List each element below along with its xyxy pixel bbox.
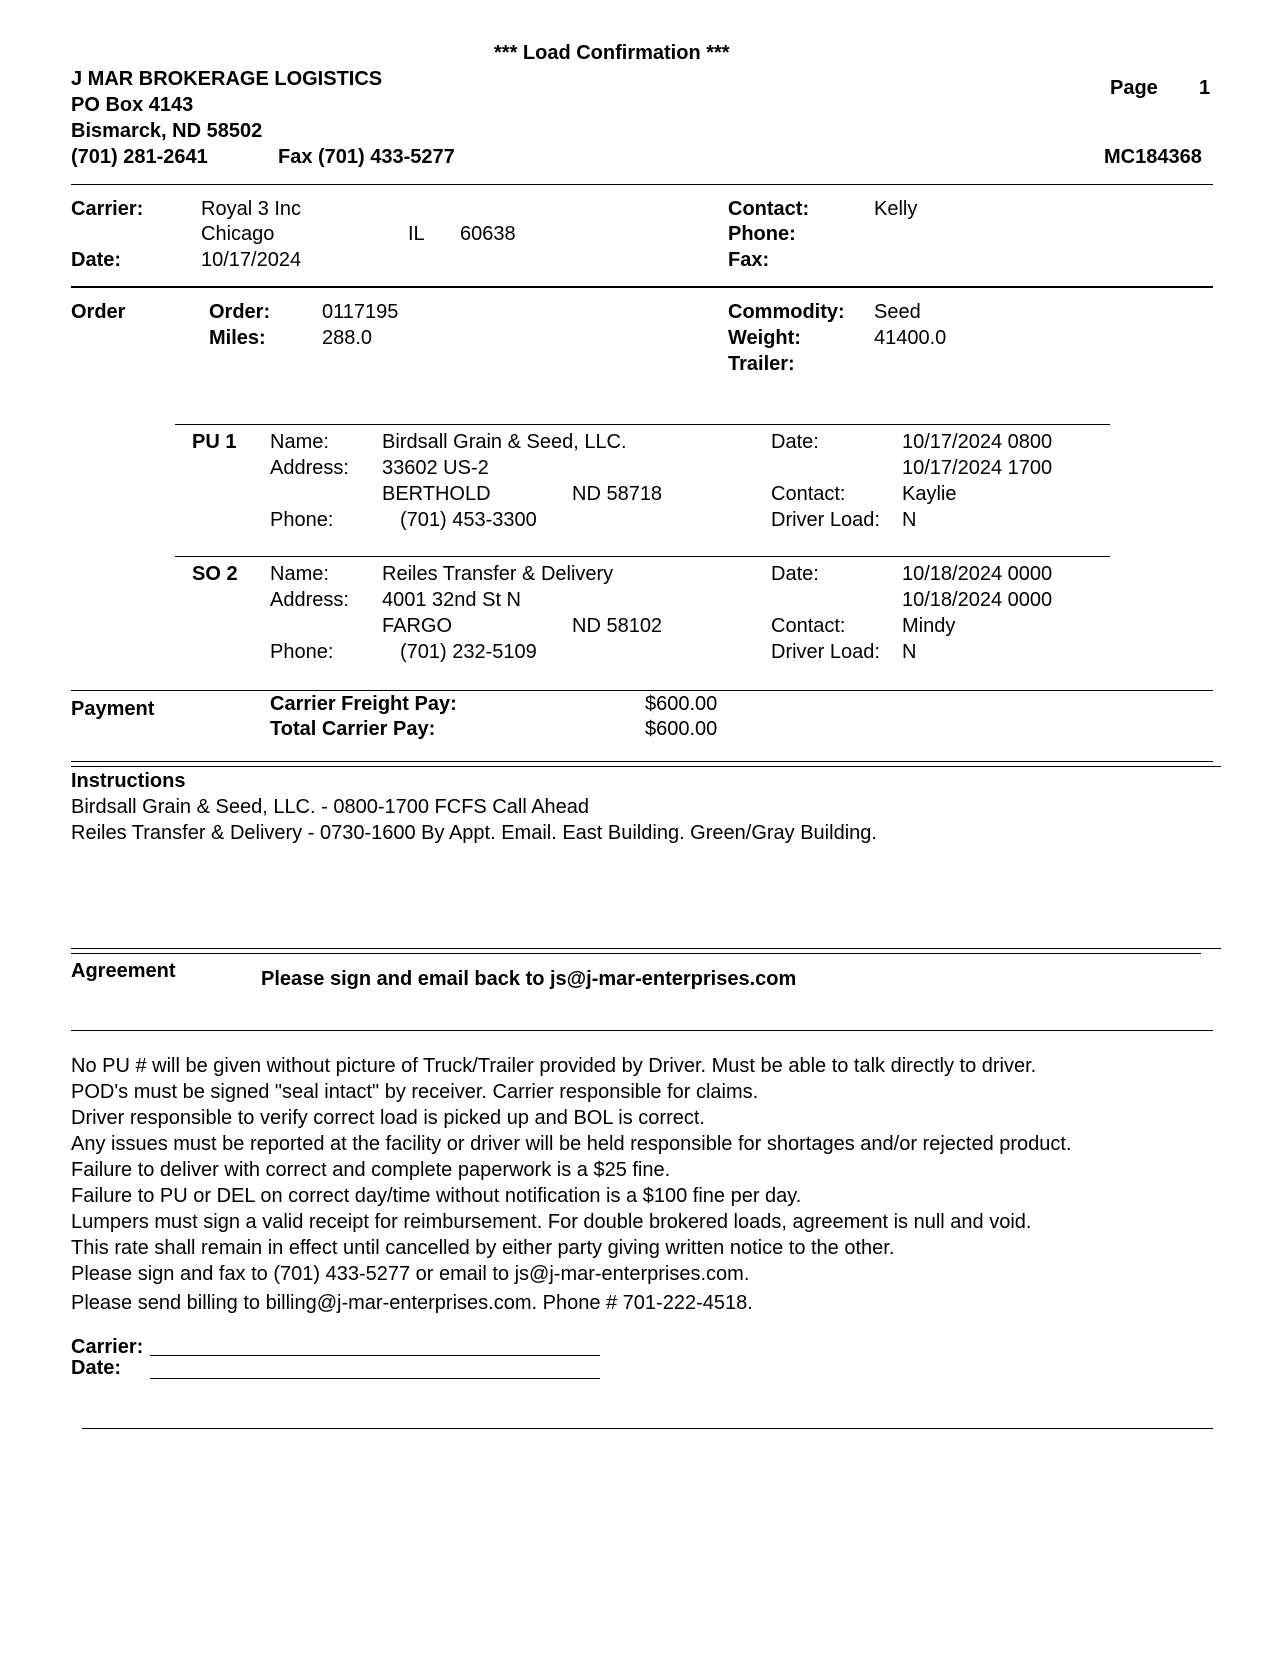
commodity-label: Commodity:	[728, 301, 845, 323]
carrier-zip: 60638	[460, 223, 516, 245]
miles-label: Miles:	[209, 327, 266, 349]
instruction-line: Reiles Transfer & Delivery - 0730-1600 By Appt. Email. East Building. Green/Gray Building.	[71, 822, 877, 844]
trailer-label: Trailer:	[728, 353, 795, 375]
stop-address: 4001 32nd St N	[382, 589, 521, 611]
terms-line: POD's must be signed "seal intact" by receiver. Carrier responsible for claims.	[71, 1081, 759, 1103]
billing-line: Please send billing to billing@j-mar-enterprises.com. Phone # 701-222-4518.	[71, 1292, 753, 1314]
terms-line: Failure to PU or DEL on correct day/time without notification is a $100 fine per day.	[71, 1185, 802, 1207]
agreement-note: Please sign and email back to js@j-mar-enterprises.com	[261, 968, 797, 990]
stop-contact: Mindy	[902, 615, 956, 637]
stop-driver-load: N	[902, 641, 917, 663]
company-name: J MAR BROKERAGE LOGISTICS	[71, 68, 383, 90]
footer-divider	[82, 1428, 1213, 1429]
terms-line: Any issues must be reported at the facility or driver will be held responsible for shortages and/or rejected product.	[71, 1133, 1072, 1155]
stop-name: Reiles Transfer & Delivery	[382, 563, 614, 585]
agreement-divider	[71, 948, 1221, 949]
payment-label: Payment	[71, 698, 155, 720]
contact-name: Kelly	[874, 198, 918, 220]
terms-line: This rate shall remain in effect until cancelled by either party giving written notice to the other.	[71, 1237, 895, 1259]
stop-phone-label: Phone:	[270, 641, 334, 663]
instructions-label: Instructions	[71, 770, 186, 792]
carrier-phone-label: Phone:	[728, 223, 796, 245]
miles-value: 288.0	[322, 327, 373, 349]
stop-address-label: Address:	[270, 457, 349, 479]
stop-state-zip: ND 58718	[572, 483, 663, 505]
stop-name: Birdsall Grain & Seed, LLC.	[382, 431, 627, 453]
stop-name-label: Name:	[270, 431, 329, 453]
stop-date-end: 10/17/2024 1700	[902, 457, 1053, 479]
stop-date-end: 10/18/2024 0000	[902, 589, 1053, 611]
mc-number: MC184368	[1104, 146, 1202, 168]
stop-driver-load: N	[902, 509, 917, 531]
stop-address: 33602 US-2	[382, 457, 489, 479]
stop-city: BERTHOLD	[382, 483, 491, 505]
stop-name-label: Name:	[270, 563, 329, 585]
signature-carrier-label: Carrier:	[71, 1336, 144, 1358]
total-pay-label: Total Carrier Pay:	[270, 718, 436, 740]
stop-state-zip: ND 58102	[572, 615, 663, 637]
stop-driver-load-label: Driver Load:	[771, 509, 880, 531]
terms-line: Please sign and fax to (701) 433-5277 or email to js@j-mar-enterprises.com.	[71, 1263, 750, 1285]
carrier-date-label: Date:	[71, 249, 122, 271]
terms-line: No PU # will be given without picture of Truck/Trailer provided by Driver. Must be able to talk directly to driver.	[71, 1055, 1037, 1077]
carrier-divider	[71, 286, 1213, 288]
stop-address-label: Address:	[270, 589, 349, 611]
order-number: 0117195	[322, 301, 399, 323]
terms-divider	[71, 1030, 1213, 1031]
total-pay-amount: $600.00	[645, 718, 718, 740]
stop-date-label: Date:	[771, 563, 819, 585]
stop-contact-label: Contact:	[771, 615, 846, 637]
date-signature-line[interactable]	[150, 1378, 600, 1379]
instructions-divider	[71, 761, 1213, 762]
instructions-divider-double	[71, 766, 1221, 767]
stop-contact-label: Contact:	[771, 483, 846, 505]
stop-code: SO 2	[192, 563, 238, 585]
freight-pay-amount: $600.00	[645, 693, 718, 715]
terms-line: Driver responsible to verify correct load is picked up and BOL is correct.	[71, 1107, 705, 1129]
stop-date-start: 10/17/2024 0800	[902, 431, 1053, 453]
carrier-fax-label: Fax:	[728, 249, 770, 271]
freight-pay-label: Carrier Freight Pay:	[270, 693, 457, 715]
stop-phone-label: Phone:	[270, 509, 334, 531]
carrier-label: Carrier:	[71, 198, 144, 220]
stop-phone: (701) 232-5109	[400, 641, 537, 663]
company-fax: Fax (701) 433-5277	[278, 146, 455, 168]
instruction-line: Birdsall Grain & Seed, LLC. - 0800-1700 FCFS Call Ahead	[71, 796, 590, 818]
stop-date-label: Date:	[771, 431, 819, 453]
page-label: Page	[1110, 77, 1158, 99]
stop-city: FARGO	[382, 615, 453, 637]
terms-line: Failure to deliver with correct and complete paperwork is a $25 fine.	[71, 1159, 671, 1181]
carrier-name: Royal 3 Inc	[201, 198, 302, 220]
company-po-box: PO Box 4143	[71, 94, 194, 116]
carrier-city: Chicago	[201, 223, 275, 245]
agreement-label: Agreement	[71, 960, 176, 982]
agreement-divider-double	[71, 953, 1201, 954]
carrier-signature-line[interactable]	[150, 1355, 600, 1356]
company-phone: (701) 281-2641	[71, 146, 208, 168]
terms-line: Lumpers must sign a valid receipt for reimbursement. For double brokered loads, agreement is null and void.	[71, 1211, 1032, 1233]
header-divider	[71, 184, 1213, 185]
stop-divider	[175, 556, 1110, 557]
stop-divider	[175, 424, 1110, 425]
signature-date-label: Date:	[71, 1357, 122, 1379]
weight-label: Weight:	[728, 327, 801, 349]
order-section-label: Order	[71, 301, 126, 323]
contact-label: Contact:	[728, 198, 810, 220]
carrier-state: IL	[408, 223, 425, 245]
stop-code: PU 1	[192, 431, 237, 453]
stop-phone: (701) 453-3300	[400, 509, 537, 531]
stop-driver-load-label: Driver Load:	[771, 641, 880, 663]
company-city-state: Bismarck, ND 58502	[71, 120, 263, 142]
order-number-label: Order:	[209, 301, 271, 323]
stop-date-start: 10/18/2024 0000	[902, 563, 1053, 585]
stop-contact: Kaylie	[902, 483, 957, 505]
document-title: *** Load Confirmation ***	[494, 42, 730, 64]
page-number: 1	[1199, 77, 1211, 99]
weight-value: 41400.0	[874, 327, 947, 349]
carrier-date: 10/17/2024	[201, 249, 302, 271]
payment-divider	[71, 690, 1213, 691]
commodity-value: Seed	[874, 301, 921, 323]
